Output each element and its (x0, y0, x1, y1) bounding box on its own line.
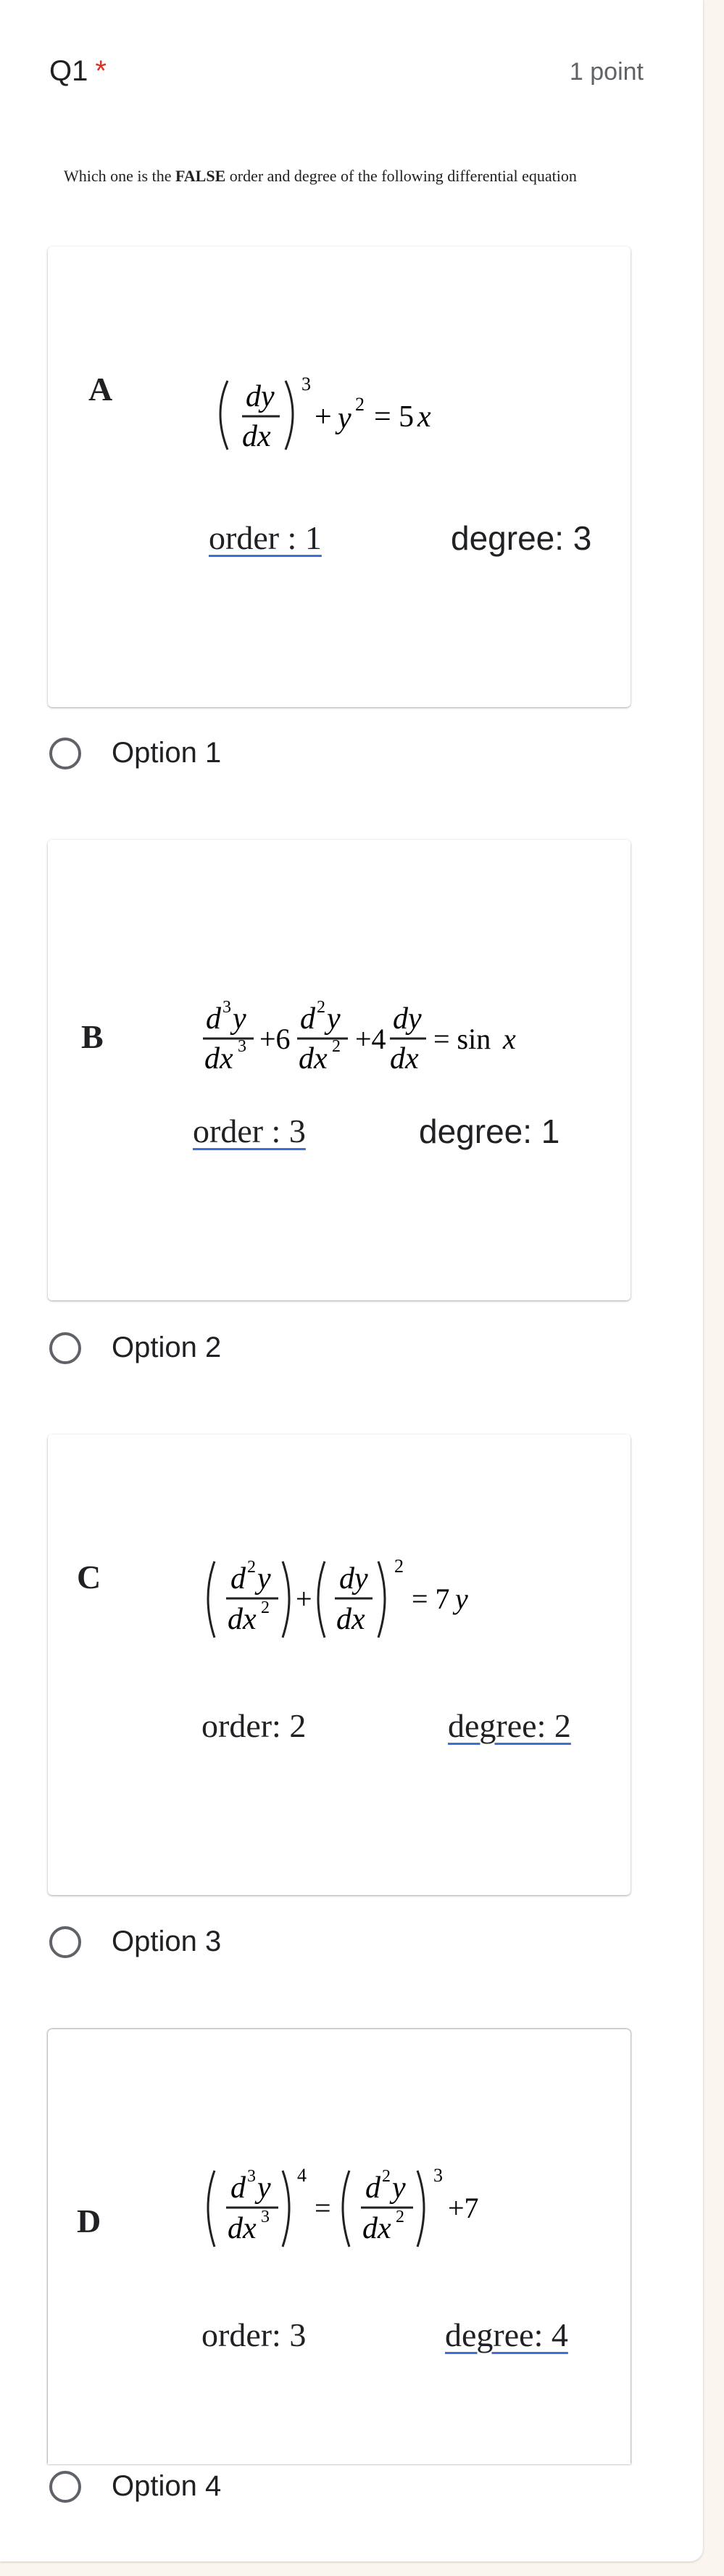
svg-text:dx: dx (228, 2212, 257, 2245)
svg-text:y: y (327, 1002, 341, 1036)
svg-text:2: 2 (317, 998, 325, 1017)
equation-d (201, 2160, 607, 2261)
svg-text:y: y (257, 1562, 271, 1595)
svg-text:2: 2 (382, 2167, 391, 2186)
radio-button[interactable] (49, 1926, 81, 1958)
svg-text:2: 2 (261, 1598, 270, 1617)
degree-label: degree: 1 (419, 1112, 560, 1150)
degree-label: degree: 3 (451, 519, 592, 557)
svg-text:dx: dx (204, 1042, 233, 1076)
svg-text:y: y (338, 402, 351, 435)
svg-text:+6: +6 (259, 1023, 291, 1055)
svg-text:d: d (300, 1002, 315, 1036)
svg-text:3: 3 (238, 1037, 246, 1056)
svg-text:y: y (455, 1582, 468, 1615)
order-label: order: 3 (201, 2316, 307, 2353)
equation-c (201, 1551, 607, 1652)
svg-text:d: d (230, 1562, 246, 1595)
radio-button[interactable] (49, 1332, 81, 1364)
question-points: 1 point (569, 58, 644, 86)
option-4[interactable] (49, 2470, 221, 2503)
svg-text:x: x (503, 1023, 516, 1055)
svg-text:=: = (315, 2192, 331, 2224)
svg-text:3: 3 (261, 2208, 270, 2226)
option-label: Option 4 (112, 2470, 222, 2502)
svg-text:dx: dx (362, 2212, 391, 2245)
svg-text:+4: +4 (355, 1023, 386, 1055)
svg-text:x: x (417, 400, 431, 434)
question-title (49, 55, 107, 88)
option-3[interactable] (49, 1925, 221, 1958)
svg-text:d: d (365, 2171, 380, 2205)
svg-text:+: + (296, 1582, 312, 1615)
option-2[interactable] (49, 1332, 221, 1364)
svg-text:y: y (392, 2171, 406, 2205)
svg-text:2: 2 (332, 1037, 341, 1056)
svg-text:dy: dy (246, 380, 275, 413)
degree-label: degree: 2 (448, 1707, 571, 1744)
choice-b-image (48, 840, 631, 1300)
choice-letter: A (88, 371, 113, 408)
svg-text:4: 4 (297, 2165, 307, 2186)
degree-label: degree: 4 (445, 2316, 568, 2353)
option-1[interactable] (49, 737, 221, 769)
svg-text:dy: dy (393, 1002, 422, 1036)
svg-text:dy: dy (339, 1562, 368, 1595)
svg-text:y: y (233, 1002, 246, 1036)
order-label: order: 2 (201, 1707, 307, 1744)
order-label: order : 3 (193, 1112, 306, 1149)
choice-d-image (48, 2029, 631, 2464)
svg-text:2: 2 (355, 394, 365, 415)
svg-text:3: 3 (301, 373, 311, 395)
svg-text:dx: dx (390, 1042, 419, 1076)
svg-text:d: d (206, 1002, 221, 1036)
svg-text:dx: dx (242, 420, 271, 453)
svg-text:= 7: = 7 (412, 1582, 450, 1615)
svg-text:= 5: = 5 (374, 400, 415, 434)
choice-letter: D (77, 2203, 101, 2239)
svg-text:3: 3 (247, 2167, 256, 2186)
question-text: Which one is the FALSE order and degree of the following differential equation (64, 167, 577, 185)
svg-text:y: y (257, 2171, 271, 2205)
svg-text:dx: dx (299, 1042, 328, 1076)
choice-letter: C (77, 1559, 101, 1595)
svg-text:3: 3 (433, 2165, 443, 2186)
equation-b (199, 992, 604, 1086)
order-label: order : 1 (209, 519, 322, 556)
svg-text:d: d (230, 2171, 246, 2205)
option-label: Option 2 (112, 1332, 222, 1363)
radio-button[interactable] (49, 2471, 81, 2503)
equation-a (213, 370, 430, 464)
svg-text:2: 2 (396, 2208, 404, 2226)
option-label: Option 3 (112, 1925, 222, 1957)
svg-text:2: 2 (394, 1556, 404, 1577)
radio-button[interactable] (49, 738, 81, 769)
svg-text:dx: dx (336, 1603, 365, 1636)
choice-a-image (48, 247, 631, 707)
option-label: Option 1 (112, 737, 222, 769)
svg-text:+: + (315, 400, 332, 434)
svg-text:3: 3 (222, 998, 231, 1017)
question-number: Q1 (49, 55, 88, 87)
svg-text:2: 2 (247, 1558, 256, 1577)
required-asterisk: * (95, 55, 107, 87)
svg-text:= sin: = sin (433, 1023, 491, 1055)
svg-text:dx: dx (228, 1603, 257, 1636)
choice-letter: B (81, 1018, 104, 1055)
svg-text:+7: +7 (448, 2192, 479, 2224)
choice-c-image (48, 1434, 631, 1895)
